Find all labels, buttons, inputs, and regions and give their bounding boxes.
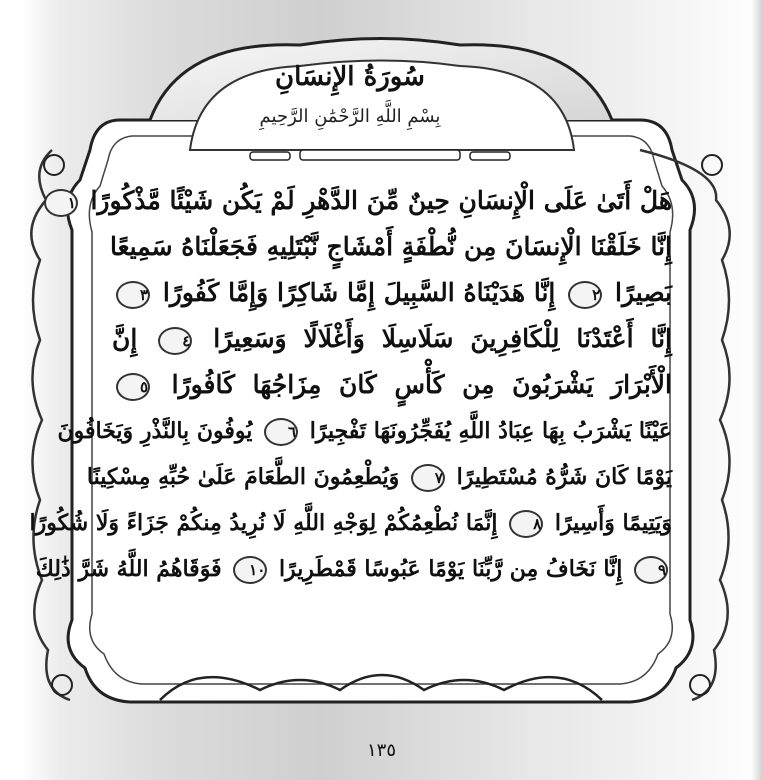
verse-marker: ٩ [634,556,668,584]
line-text: الْأَبْرَارَ يَشْرَبُونَ مِن كَأْسٍ كَانَ مِزَاجُهَا كَافُورًا [171,370,672,399]
text-line-9 [35,546,672,592]
verse-marker: ٧ [411,464,445,492]
verse-marker: ٤ [158,327,192,355]
text-line-3 [112,270,672,316]
line-text: يُوفُونَ بِالنَّذْرِ وَيَخَافُونَ [57,418,253,444]
text-line-7 [86,454,672,500]
surah-title: سُورَةُ الإِنسَانِ [275,62,425,92]
line-text: إِنَّ [112,324,138,353]
verse-marker: ٣ [116,281,150,309]
line-text: وَيُطْعِمُونَ الطَّعَامَ عَلَىٰ حُبِّهِ مِسْكِينًا [86,464,400,490]
line-text: إِنَّا هَدَيْنَاهُ السَّبِيلَ إِمَّا شَاكِرًا وَإِمَّا كَفُورًا [162,278,556,307]
verse-marker: ١٠ [233,556,267,584]
text-line-2 [109,224,672,270]
line-text: وَيَتِيمًا وَأَسِيرًا [554,510,672,536]
basmala: بِسْمِ اللَّهِ الرَّحْمَٰنِ الرَّحِيمِ [259,106,441,127]
text-line-6 [57,408,672,454]
line-text: بَصِيرًا [615,278,672,307]
line-text: عَيْنًا يَشْرَبُ بِهَا عِبَادُ اللَّهِ يُفَجِّرُونَهَا تَفْجِيرًا [309,418,672,444]
text-line-4 [112,316,672,362]
line-text: إِنَّا نَخَافُ مِن رَّبِّنَا يَوْمًا عَبُوسًا قَمْطَرِيرًا [278,556,623,582]
text-line-1 [67,178,672,224]
verse-marker: ١ [44,189,78,217]
quran-text-block [29,178,672,638]
text-line-8 [29,500,672,546]
surah-header [210,60,490,148]
line-text: يَوْمًا كَانَ شَرُّهُ مُسْتَطِيرًا [456,464,672,490]
line-text: هَلْ أَتَىٰ عَلَى الْإِنسَانِ حِينٌ مِّنَ الدَّهْرِ لَمْ يَكُن شَيْئًا مَّذْكُورًا [90,186,672,215]
text-line-5 [112,362,672,408]
verse-marker: ٢ [568,281,602,309]
line-text: إِنَّا خَلَقْنَا الْإِنسَانَ مِن نُّطْفَةٍ أَمْشَاجٍ نَّبْتَلِيهِ فَجَعَلْنَاهُ سَمِيعًا [109,232,672,261]
page-number: ١٣٥ [366,740,396,761]
verse-marker: ٥ [116,373,150,401]
line-text: فَوَقَاهُمُ اللَّهُ شَرَّ ذَٰلِكَ [35,556,222,582]
line-text: إِنَّمَا نُطْعِمُكُمْ لِوَجْهِ اللَّهِ لَا نُرِيدُ مِنكُمْ جَزَاءً وَلَا شُكُورًا [29,510,498,536]
line-text: إِنَّا أَعْتَدْنَا لِلْكَافِرِينَ سَلَاسِلَا وَأَغْلَالًا وَسَعِيرًا [213,324,672,353]
verse-marker: ٦ [264,418,298,446]
verse-marker: ٨ [509,510,543,538]
